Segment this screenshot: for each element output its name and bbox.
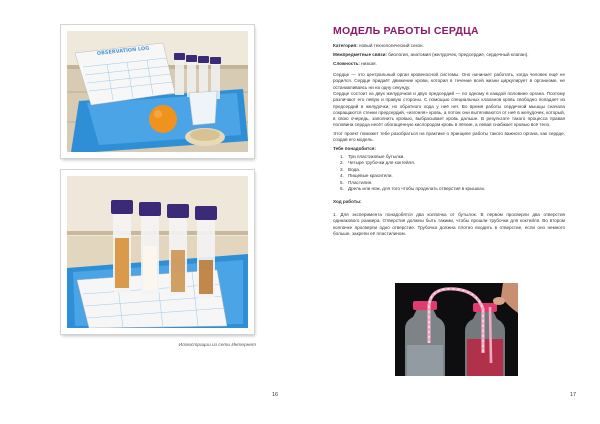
log-sheet-title: OBSERVATION LOG	[96, 45, 150, 57]
intro-paragraph-2	[333, 91, 565, 129]
intro-paragraph-3-text: Этот проект поможет тебе разобраться на практике о принципе работы такого важного органа, как сердце, создав его модель.	[333, 131, 565, 143]
list-item-number: 6.	[340, 186, 344, 192]
list-item-text: Четыре трубочки для коктейля.	[348, 160, 415, 166]
step-1-paragraph	[333, 212, 565, 237]
materials-list	[340, 154, 485, 192]
needed-heading-text: Тебе понадобится:	[333, 146, 376, 151]
list-item	[340, 186, 485, 192]
subjects-value: биология, анатомия (желудочек, предсердие, сердечный клапан).	[388, 52, 529, 57]
subjects-label: Межпредметные связи:	[333, 52, 387, 57]
list-item-number: 4.	[340, 173, 344, 179]
howto-heading-text: Ход работы:	[333, 199, 362, 204]
photo-tray-image	[67, 31, 248, 152]
list-item-text: Пищевые красители.	[348, 173, 393, 179]
photo-bottles-straws	[395, 283, 518, 376]
category-line	[333, 43, 565, 49]
list-item-text: Пластилин.	[348, 179, 373, 185]
howto-heading	[333, 199, 565, 205]
list-item-number: 5.	[340, 179, 344, 185]
difficulty-label: Сложность:	[333, 61, 360, 66]
photo-vials-results	[61, 170, 254, 334]
category-label: Категория:	[333, 43, 358, 48]
page-number-right: 17	[570, 392, 577, 398]
intro-paragraph-2-text: Сердце состоит из двух желудочков и двух предсердий — по одному в каждой половине органа. Поэтому различают его левую и правую стороны. С помощью специальных клапанов кровь свободно попадает из предсердий в желудочки, но обратного хода у неё нет. Во время работы сердечной мышцы сначала сокращаются стенки предсердий, «изгоняя» кровь, а потом они вытягиваются от неё в желудочек, который, в свою очередь, заполнить кровью, выбрасывает кровь дальше. В результате такого процесса правая половина сердца несёт обогащённую кислородом кровь в лёгкие, а левая снабжает кровью всё тело.	[333, 91, 565, 128]
intro-paragraph-1	[333, 72, 565, 91]
illustration-caption: Иллюстрации из сети Интернет	[178, 343, 256, 348]
right-page	[300, 0, 600, 424]
intro-paragraph-3	[333, 131, 565, 144]
step-1-text: 1. Для эксперимента понадобятся два колпачка от бутылок. В первом просверли два отверстия одинакового размера. Отверстия должны быть такими, чтобы прошли трубочки для коктейля. Во втором колпачке просверли одно отверстие. Трубочка должна плотно входить в отверстие, если оно немного больше, закрепи её пластилином.	[333, 212, 565, 236]
difficulty-value: низкая.	[361, 61, 377, 66]
list-item-number: 1.	[340, 154, 344, 159]
photo-observation-tray	[61, 25, 254, 158]
category-value: новый технологический сезон.	[359, 43, 424, 48]
list-item-text: Дрель или нож, для того чтобы проделать отверстия в крышках.	[348, 186, 486, 192]
subjects-line	[333, 52, 565, 58]
list-item-number: 2.	[340, 160, 344, 166]
photo-vials-image	[67, 176, 248, 328]
list-item-number: 3.	[340, 166, 344, 172]
list-item-text: Три пластиковые бутылки.	[348, 154, 405, 159]
page-number-left: 16	[272, 392, 279, 398]
difficulty-line	[333, 61, 565, 67]
photo-bottles-image	[395, 283, 518, 376]
list-item-text: Вода.	[348, 166, 361, 172]
needed-heading	[333, 146, 565, 152]
page-title: МОДЕЛЬ РАБОТЫ СЕРДЦА	[333, 25, 479, 37]
intro-paragraph-1-text: Сердце — это центральный орган кровеносной системы. Оно начинает работать, когда человек ещё не родился. Сердце придаёт движение крови, которая в течение всей жизни циркулирует в организме, не останавливаясь ни на одну секунду.	[333, 72, 565, 90]
